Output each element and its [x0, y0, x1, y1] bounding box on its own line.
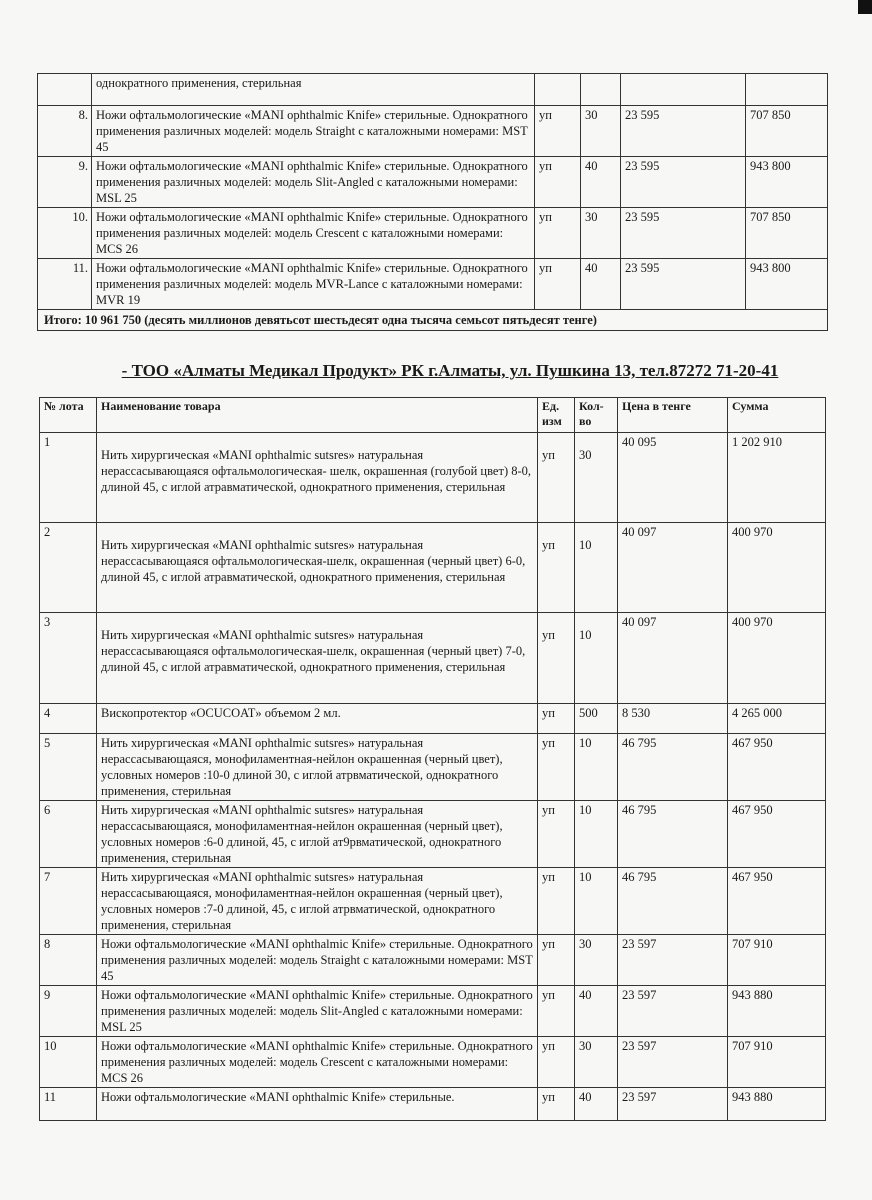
item-qty: 40: [581, 259, 621, 310]
table-row: [38, 74, 828, 106]
item-sum: 400 970: [728, 613, 826, 704]
table-row: [38, 208, 828, 259]
item-sum: 707 850: [746, 208, 828, 259]
item-sum: 707 910: [728, 1037, 826, 1088]
item-qty: 40: [581, 157, 621, 208]
item-unit: уп: [538, 433, 575, 523]
row-number: 10.: [38, 208, 92, 259]
item-qty: 30: [575, 935, 618, 986]
item-price: 46 795: [618, 801, 728, 868]
item-unit: уп: [538, 613, 575, 704]
header-sum: Сумма: [728, 398, 826, 433]
item-sum: 943 880: [728, 986, 826, 1037]
item-unit: уп: [538, 868, 575, 935]
item-sum: 4 265 000: [728, 704, 826, 734]
item-name: Ножи офтальмологические «MANI ophthalmic Knife» стерильные. Однократного применения различных моделей: модель Slit-Angled с каталожными номерами: MSL 25: [97, 986, 538, 1037]
item-qty: 30: [581, 106, 621, 157]
table-header-row: [40, 398, 826, 433]
lot-number: 8: [40, 935, 97, 986]
item-price: 23 595: [621, 208, 746, 259]
item-name: Ножи офтальмологические «MANI ophthalmic Knife» стерильные. Однократного применения различных моделей: модель Straight с каталожными номерами: MST 45: [92, 106, 535, 157]
continued-lot-table: [37, 73, 828, 331]
item-name: Вископротектор «OCUCOAT» объемом 2 мл.: [97, 704, 538, 734]
item-sum: 707 910: [728, 935, 826, 986]
item-price: [621, 74, 746, 106]
row-number: [38, 74, 92, 106]
item-qty: 30: [575, 1037, 618, 1088]
item-qty: 40: [575, 986, 618, 1037]
item-price: 46 795: [618, 868, 728, 935]
supplier-heading: - ТОО «Алматы Медикал Продукт» РК г.Алматы, ул. Пушкина 13, тел.87272 71-20-41: [121, 361, 779, 380]
item-price: 40 097: [618, 523, 728, 613]
lot-number: 6: [40, 801, 97, 868]
table-row: [40, 801, 826, 868]
table-row: [40, 986, 826, 1037]
item-name: Ножи офтальмологические «MANI ophthalmic Knife» стерильные.: [97, 1088, 538, 1121]
item-sum: [746, 74, 828, 106]
table-row: [38, 106, 828, 157]
total-row: [38, 310, 828, 331]
lot-number: 10: [40, 1037, 97, 1088]
item-price: 23 597: [618, 986, 728, 1037]
item-unit: уп: [538, 734, 575, 801]
lot-number: 5: [40, 734, 97, 801]
item-sum: 943 800: [746, 157, 828, 208]
item-price: 23 597: [618, 1037, 728, 1088]
item-name: Нить хирургическая «MANI ophthalmic sutsres» натуральная нерассасывающаяся, монофиламентная-нейлон окрашенная (черный цвет), условных номеров :10-0 длиной 30, с иглой атрвматической, однократного применения, стерильная: [97, 734, 538, 801]
item-name: Нить хирургическая «MANI ophthalmic sutsres» натуральная нерассасывающаяся офтальмологическая- шелк, окрашенная (голубой цвет) 8-0, длиной 45, с иглой атравматической, однократного применения, стерильная: [97, 433, 538, 523]
item-qty: 10: [575, 801, 618, 868]
header-price: Цена в тенге: [618, 398, 728, 433]
item-price: 23 595: [621, 106, 746, 157]
item-unit: уп: [538, 986, 575, 1037]
item-name: Нить хирургическая «MANI ophthalmic sutsres» натуральная нерассасывающаяся, монофиламентная-нейлон окрашенная (черный цвет), условных номеров :7-0 длиной, 45, с иглой атрвматической, однократного применения, стерильная: [97, 868, 538, 935]
item-name: Ножи офтальмологические «MANI ophthalmic Knife» стерильные. Однократного применения различных моделей: модель Crescent с каталожными номерами: MCS 26: [92, 208, 535, 259]
lot-number: 11: [40, 1088, 97, 1121]
item-price: 40 095: [618, 433, 728, 523]
item-unit: [535, 74, 581, 106]
scan-edge-mark: [858, 0, 872, 14]
table-row: [40, 1088, 826, 1121]
table-row: [40, 734, 826, 801]
item-unit: уп: [538, 704, 575, 734]
table-row: [40, 704, 826, 734]
item-unit: уп: [535, 208, 581, 259]
item-qty: 10: [575, 734, 618, 801]
item-unit: уп: [538, 935, 575, 986]
header-qty: Кол-во: [575, 398, 618, 433]
lot-number: 1: [40, 433, 97, 523]
item-unit: уп: [535, 157, 581, 208]
item-sum: 1 202 910: [728, 433, 826, 523]
item-price: 23 597: [618, 1088, 728, 1121]
item-qty: 10: [575, 613, 618, 704]
lot-number: 9: [40, 986, 97, 1037]
item-price: 23 597: [618, 935, 728, 986]
item-name: Ножи офтальмологические «MANI ophthalmic Knife» стерильные. Однократного применения различных моделей: модель Straight с каталожными номерами: MST 45: [97, 935, 538, 986]
item-sum: 943 880: [728, 1088, 826, 1121]
item-qty: 30: [581, 208, 621, 259]
item-qty: 40: [575, 1088, 618, 1121]
item-unit: уп: [538, 1037, 575, 1088]
header-name: Наименование товара: [97, 398, 538, 433]
item-price: 8 530: [618, 704, 728, 734]
item-unit: уп: [535, 259, 581, 310]
row-number: 9.: [38, 157, 92, 208]
item-price: 23 595: [621, 157, 746, 208]
row-number: 8.: [38, 106, 92, 157]
item-sum: 467 950: [728, 868, 826, 935]
lot-number: 2: [40, 523, 97, 613]
table-row: [40, 868, 826, 935]
item-unit: уп: [538, 523, 575, 613]
item-qty: 10: [575, 523, 618, 613]
lot-number: 7: [40, 868, 97, 935]
item-name: Нить хирургическая «MANI ophthalmic sutsres» натуральная нерассасывающаяся офтальмологическая-шелк, окрашенная (черный цвет) 6-0, длиной 45, с иглой атравматической, однократного применения, стерильная: [97, 523, 538, 613]
table-row: [40, 1037, 826, 1088]
table-row: [38, 157, 828, 208]
supplier-price-table: [39, 397, 826, 1121]
item-price: 23 595: [621, 259, 746, 310]
item-unit: уп: [538, 801, 575, 868]
lot-number: 4: [40, 704, 97, 734]
table-row: [40, 935, 826, 986]
item-name: Ножи офтальмологические «MANI ophthalmic Knife» стерильные. Однократного применения различных моделей: модель MVR-Lance с каталожными номерами: MVR 19: [92, 259, 535, 310]
table-row: [40, 523, 826, 613]
item-name: Нить хирургическая «MANI ophthalmic sutsres» натуральная нерассасывающаяся, монофиламентная-нейлон окрашенная (черный цвет), условных номеров :6-0 длиной, 45, с иглой ат9рвматической, однократного применения, стерильная: [97, 801, 538, 868]
item-sum: 400 970: [728, 523, 826, 613]
item-price: 40 097: [618, 613, 728, 704]
item-name: Ножи офтальмологические «MANI ophthalmic Knife» стерильные. Однократного применения различных моделей: модель Crescent с каталожными номерами: MCS 26: [97, 1037, 538, 1088]
item-qty: 500: [575, 704, 618, 734]
header-unit: Ед. изм: [538, 398, 575, 433]
table-row: [38, 259, 828, 310]
item-unit: уп: [538, 1088, 575, 1121]
table-row: [40, 613, 826, 704]
item-sum: 467 950: [728, 801, 826, 868]
item-qty: 10: [575, 868, 618, 935]
item-sum: 943 800: [746, 259, 828, 310]
item-name: Нить хирургическая «MANI ophthalmic sutsres» натуральная нерассасывающаяся офтальмологическая-шелк, окрашенная (черный цвет) 7-0, длиной 45, с иглой атравматической, однократного применения, стерильная: [97, 613, 538, 704]
header-lot: № лота: [40, 398, 97, 433]
item-sum: 707 850: [746, 106, 828, 157]
lot-number: 3: [40, 613, 97, 704]
item-price: 46 795: [618, 734, 728, 801]
row-number: 11.: [38, 259, 92, 310]
table-row: [40, 433, 826, 523]
item-unit: уп: [535, 106, 581, 157]
item-qty: 30: [575, 433, 618, 523]
item-name: Ножи офтальмологические «MANI ophthalmic Knife» стерильные. Однократного применения различных моделей: модель Slit-Angled с каталожными номерами: MSL 25: [92, 157, 535, 208]
item-sum: 467 950: [728, 734, 826, 801]
item-qty: [581, 74, 621, 106]
item-name: однократного применения, стерильная: [92, 74, 535, 106]
total-text: Итого: 10 961 750 (десять миллионов девятьсот шестьдесят одна тысяча семьсот пятьдесят тенге): [38, 310, 828, 331]
